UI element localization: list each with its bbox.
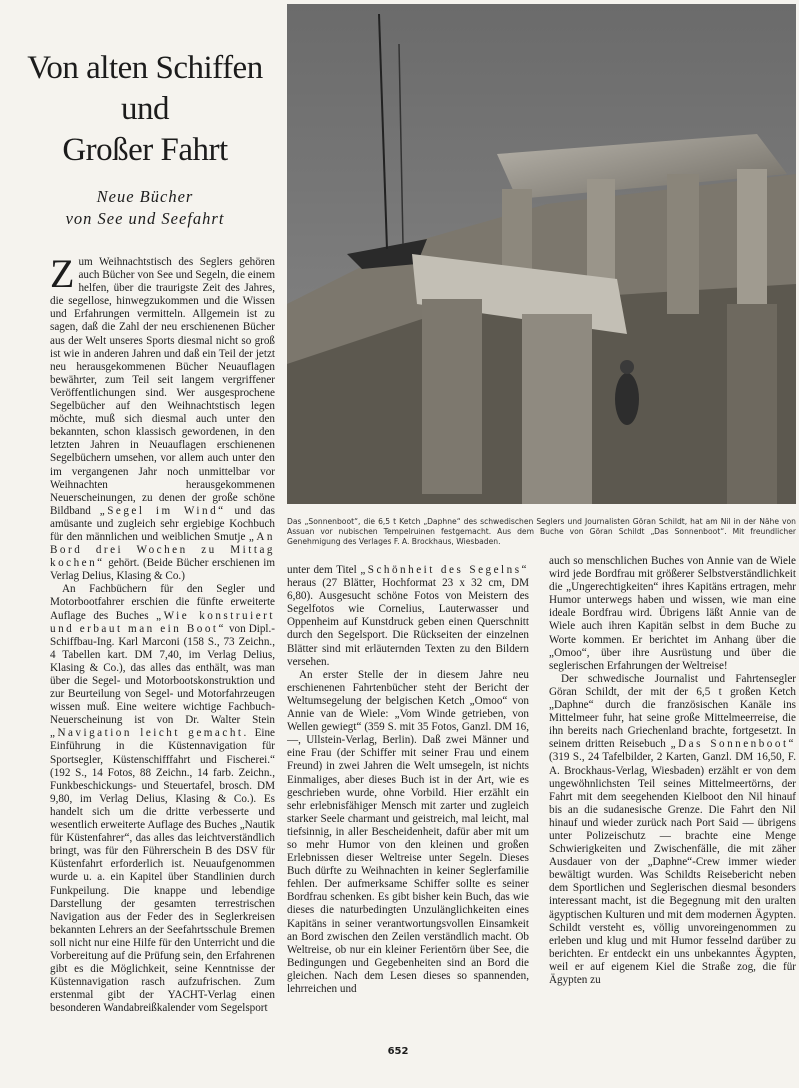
text-run: (319 S., 24 Tafelbilder, 2 Karten, Ganzl. DM 16,50, F. A. Brockhaus-Verlag, Wiesbaden) erzählt er von dem ungewöhnlichsten Teil seines Mittelmeertörns, der Fahrt mit dem seegehenden Kielboot den Nil hinauf bis an die sudanesische Grenze. Die Fahrt den Nil hinauf und wieder zurück nach Port Said — übrigens unter Polizeischutz — brachte eine Menge Schwierigkeiten und Zwischenfälle, die mit zäher Ausdauer von der „Daphne“-Crew immer wieder bewältigt wurden. Was Schildts Reisebericht neben dem Sportlichen und Seglerischen diesmal besonders interessant macht, ist die Begegnung mit den uralten ägyptischen Kulturen und mit dem modernen Ägypten. Schildt versteht es, völlig unvoreingenommen zu erleben und klug und mit Humor fesselnd darüber zu berichten. Er entdeckt ein uns unbekanntes Ägypten, weil er auf eigenem Kiel die Straße zog, die für Ägypten zu	[549, 751, 796, 986]
photo-caption: Das „Sonnenboot“, die 6,5 t Ketch „Daphne“ des schwedischen Seglers und Journalisten Göran Schildt, hat am Nil in der Nähe von Assuan vor nubischen Tempelruinen festgemacht. Aus dem Buche von Göran Schildt „Das Sonnenboot“. Mit freundlicher Genehmigung des Verlages F. A. Brockhaus, Wiesbaden.	[287, 517, 796, 546]
article-column-2	[287, 564, 529, 1048]
paragraph: An erster Stelle der in diesem Jahre neu erschienenen Fahrtenbücher steht der Bericht der Weltumsegelung der belgischen Ketch „Omoo“ von Annie van de Wiele: „Vom Winde getrieben, von Wellen gewiegt“ (359 S. mit 35 Fotos, Ganzl. DM 16,—, Ullstein-Verlag, Berlin). Daß zwei Männer und eine Frau (der Schiffer mit seiner Frau und einem Freund) in zwei Jahren die Welt umsegeln, ist nichts Einmaliges, aber dieses Buch ist in der Art, wie es geschrieben wurde, ohne Vorbild. Hier erzählt ein sehr erlebnisfähiger Mensch mit zarter und zugleich starker Seele charmant und geistreich, mal leicht, mal tiefsinnig, in aller Bescheidenheit, dafür aber mit um so mehr Humor von den kleinen und großen Erlebnissen dieser Weltreise unter Segeln. Dieses Buch dürfte zu Weihnachten in keiner Seglerfamilie fehlen. Der aufmerksame Schiffer sollte es seiner Bordfrau schenken. Es gibt bisher kein Buch, das wie dieses die naturbedingten Unzulänglichkeiten eines Kapitäns in seiner verantwortungsvollen Einsamkeit an Bord zwischen den Zeilen verständlich macht. Ob Weltreise, ob nur ein kleiner Ferientörn über See, die Bedingungen und Gegebenheiten sind an Bord die gleichen. Nach dem Lesen dieses so spannenden, lehrreichen und	[287, 668, 529, 995]
title-line-3: Großer Fahrt	[62, 132, 228, 168]
page-number: 652	[387, 1046, 409, 1057]
text-run: An Fachbüchern für den Segler und Motorbootfahrer erschien die fünfte erweiterte Auflage des Buches	[50, 583, 275, 622]
title-line-2: und	[121, 91, 169, 127]
text-run: unter dem Titel	[287, 564, 357, 576]
paragraph	[287, 564, 529, 669]
text-run: gehört. (Beide Bücher erschienen im Verlag Delius, Klasing & Co.)	[50, 557, 275, 583]
paragraph: auch so menschlichen Buches von Annie van de Wiele wird jede Bordfrau mit größerer Selbstverständlichkeit die „Ungerechtigkeiten“ ihres Kapitäns ertragen, mehr Humor unterwegs haben und wissen, wie man eine ideale Bordfrau wird. Übrigens läßt Annie van de Wiele auch ihren Kapitän selbst in dem Buche zu Worte kommen. Er berichtet im Anhang über die „Omoo“, über ihre Ausrüstung und über die seglerischen Erfahrungen der Weltreise!	[549, 555, 796, 672]
text-run: und das amüsante und zugleich sehr ergiebige Kochbuch für den männlichen und weiblichen Smutje	[50, 504, 275, 543]
spaced-title: „Das Sonnenboot“	[670, 738, 796, 751]
title-line-1: Von alten Schiffen	[27, 50, 263, 86]
spaced-title: „Schönheit des Segelns“	[360, 564, 529, 576]
text-run: von Dipl.-Schiffbau-Ing. Karl Marconi (158 S., 73 Zeichn., 4 Tabellen kart. DM 7,40, im Verlag Delius, Klasing & Co.), das alles das enthält, was man über die Segel- und Motorbootskonstruktion und zur Beurteilung von Segel- und Motorfahrzeugen wissen muß. Eine weitere wichtige Fachbuch-Neuerscheinung ist von Dr. Walter Stein	[50, 622, 275, 727]
spaced-title: „An Bord drei Wochen zu Mittag kochen“	[50, 530, 275, 570]
subtitle-line-1: Neue Bücher	[96, 187, 194, 206]
text-run: Der schwedische Journalist und Fahrtensegler Göran Schildt, der mit der 6,5 t großen Ketch „Daphne“ durch die französischen Kanäle ins Mittelmeer fuhr, hat seine große Mittelmeerreise, die ihn bereits nach Griechenland brachte, fortgesetzt. In seinem dritten Reisebuch	[549, 672, 796, 751]
temple-ruins-photo	[287, 4, 796, 504]
text-run: Eine Einführung in die Küstennavigation für Sportsegler, Küstenschifffahrt und Fischerei.“ (192 S., 14 Fotos, 88 Zeichn., 14 farb. Zeichn., Funkbeschickungs- und Steuertafel, brosch. DM 9,80, im Verlag Delius, Klasing & Co.). Es handelt sich um die dritte verbesserte und wesentlich erweiterte Auflage des Buches „Nautik für Küstenfahrer“, das alles das leichtverständlich bringt, was für den Führerschein B des DSV für Küstenfahrt erforderlich ist. Neuaufgenommen wurde u. a. ein Kapitel über Standlinien durch Funkpeilung. Die knappe und lebendige Darstellung der gesamten terrestrischen Navigation aus der Feder des in Seglerkreisen bekannten Lehrers an der Seefahrtsschule Bremen soll nicht nur eine Hilfe für den Unterricht und die Vorbereitung auf die Prüfung sein, den Erfahrenen gibt es die Möglichkeit, seine Kenntnisse der Küstennavigation rasch aufzufrischen. Zum erstenmal gibt der YACHT-Verlag einen besonderen Wandabreißkalender vom Segelsport	[50, 727, 275, 1015]
spaced-title: „Navigation leicht gemacht.	[50, 727, 249, 740]
subtitle-line-2: von See und Seefahrt	[65, 209, 225, 228]
article-column-1	[50, 256, 275, 1048]
paragraph	[549, 673, 796, 987]
paragraph	[50, 256, 275, 583]
text-run: um Weihnachtstisch des Seglers gehören auch Bücher von See und Segeln, die einem helfen, über die traurigste Zeit des Jahres, die segellose, hinwegzukommen und die Wissen und Erfahrungen vermitteln. Allgemein ist zu sagen, daß die Zahl der neu erschienenen Bücher aus der Welt unseres Sports diesmal nicht so groß ist wie in anderen Jahren und daß ein Teil der jetzt neu herausgekommenen Bücher Neuauflagen bewährter, zum Teil seit langem vergriffener Veröffentlichungen sind. Wer ausgesprochene Segelbücher auf den Weihnachtstisch legen möchte, muß sich diesmal auch unter den bekannten, schon klassisch gewordenen, in den letzten Jahren in Neuauflagen erschienenen Segelbüchern umsehen, vor allem auch unter den im vergangenen Jahr noch unmittelbar vor Weihnachten herausgekommenen Neuerscheinungen, zu denen der große schöne Bildband	[50, 256, 275, 517]
article-subtitle	[20, 186, 270, 230]
drop-cap: Z	[50, 256, 75, 296]
spaced-title: „Wie konstruiert und erbaut man ein Boot“	[50, 609, 275, 635]
spaced-title: „Segel im Wind“	[99, 504, 226, 517]
article-title	[20, 48, 270, 171]
photo-illustration	[287, 4, 796, 504]
text-run: heraus (27 Blätter, Hochformat 23 x 32 cm, DM 6,80). Ausgesucht schöne Fotos von Meistern des Segelfotos wie Cornelius, Lauterwasser und Oppenheim auf Kunstdruck geben einen Querschnitt durch den Segelsport. Die Rückseiten der einzelnen Blätter sind mit erläuternden Texten zu den Bildern versehen.	[287, 577, 529, 668]
article-column-3	[549, 555, 796, 1048]
paragraph	[50, 583, 275, 1015]
